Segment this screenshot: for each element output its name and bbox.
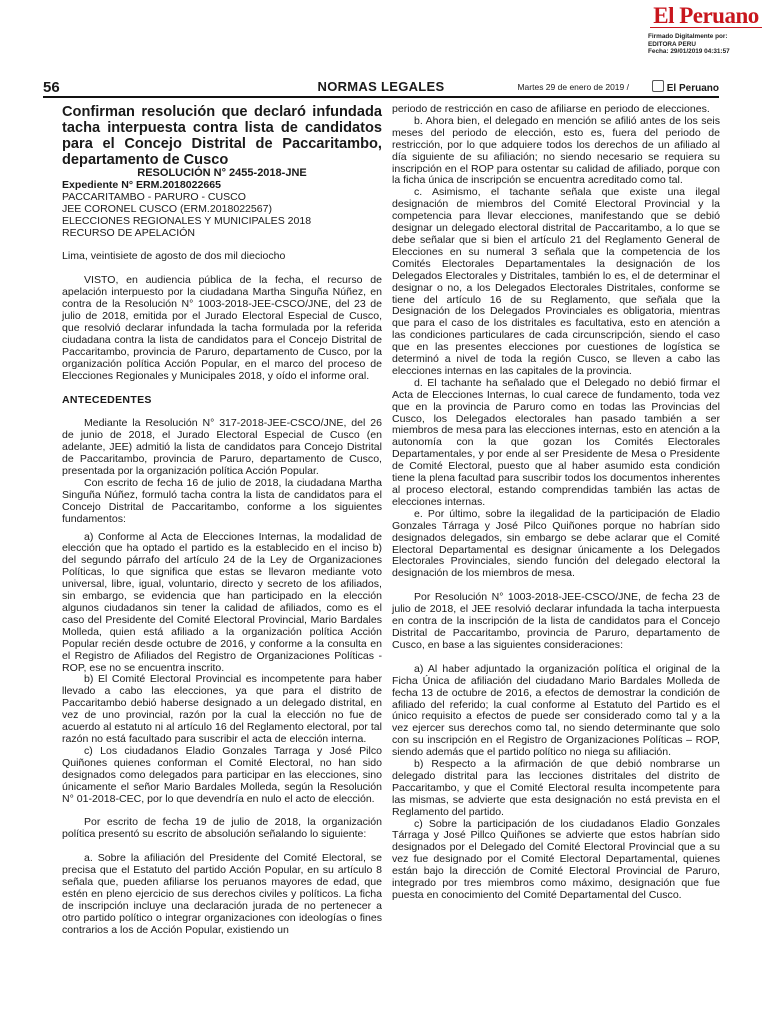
expediente-number: Expediente N° ERM.2018022665 xyxy=(62,178,221,191)
digital-signature xyxy=(648,33,766,56)
paragraph: b. Ahora bien, el delegado en mención se afilió antes de los seis meses del periodo de elección, esto es, fuera del periodo de restricción, por lo que adquiere todos los derechos de un afiliado al día siguiente de su afiliación; no siendo necesario se requiera su inscripción en el ROP para ostentar su calidad de afiliado, porque con la ficha única de inscripción se encuentra acreditado como tal. xyxy=(392,114,720,187)
expediente-line: RECURSO DE APELACIÓN xyxy=(62,226,196,239)
paragraph: b) El Comité Electoral Provincial es incompetente para haber llevado a cabo las elecciones, ya que para el distrito de Paccaritambo debió haberse designado a un delegado distrital, en vez de uno provincial, razón por la cual la elección no fue de acuerdo al estatuto ni al artículo 16 del Reglamento electoral, por tal razón no está facultado para suscribir el acta de elección interna. xyxy=(62,673,382,745)
issue-date: Martes 29 de enero de 2019 / xyxy=(517,82,629,92)
paragraph: b) Respecto a la afirmación de que debió nombrarse un delegado distrital para las lecciones distritales del distrito de Paccaritambo, y que el Comité Electoral resulta incompetente para las mismas, se advierte que esta designación no está prevista en el Reglamento del partido. xyxy=(392,758,720,818)
header-brand-label: El Peruano xyxy=(666,83,719,94)
paragraph: Con escrito de fecha 16 de julio de 2018, la ciudadana Martha Singuña Núñez, formuló tacha contra la lista de candidatos para el Concejo Distrital de Paccaritambo, conforme a los siguientes fundamentos: xyxy=(62,476,382,525)
page-header xyxy=(43,80,719,98)
paragraph: Por escrito de fecha 19 de julio de 2018, la organización política presentó su escrito de absolución señalando lo siguiente: xyxy=(62,816,382,841)
article-title: Confirman resolución que declaró infundada tacha interpuesta contra lista de candidatos para el Concejo Distrital de Paccaritambo, departamento de Cusco xyxy=(62,104,382,168)
signature-line: Fecha: 29/01/2019 04:31:57 xyxy=(648,48,730,56)
paragraph: Mediante la Resolución N° 317-2018-JEE-CSCO/JNE, del 26 de junio de 2018, el Jurado Electoral Especial de Cusco (en adelante, JEE) admitió la lista de candidatos para Concejo Distrital de Paccaritambo, provincia de Paruro, departamento de Cusco, presentada por la organización política Acción Popular. xyxy=(62,417,382,478)
paragraph: e. Por último, sobre la ilegalidad de la participación de Eladio Gonzales Tárraga y José Pilco Quiñones porque no habrían sido designados delegados, sin embargo se debe aclarar que el Comité Electoral Departamental es designar únicamente a los Delegados Electorales Provinciales, siendo función del delegado electoral la designación de los miembros de mesa. xyxy=(392,507,720,580)
signature-line: Firmado Digitalmente por: xyxy=(648,33,728,40)
paragraph: c. Asimismo, el tachante señala que existe una ilegal designación de miembros del Comité Electoral Provincial y la competencia para llevar elecciones, manifestando que se debió designar un delegado electoral distrital de Paccaritambo, a lo que se debe señalar que si bien el artículo 21 del Reglamento General de Elecciones en su numeral 3 señala que la competencia de los Comités Electorales Departamentales la designación de los Delegados Electorales y Distritales, también lo es, el de determinar el designar o no, a los Delegados Electorales Distritales, conforme se tiene del artículo 16 de su Reglamento, que señala que la Designación de los Delegados Provinciales es obligatoria, mientras que para el caso de los distritales es facultativa, esto en atención a las condiciones particulares de cada circunscripción, siendo el caso que en las presentes elecciones por cuestiones de logística se determinó a nivel de toda la región Cusco, se lleven a cabo las elecciones internas en las capitales de la provincia. xyxy=(392,186,720,377)
crest-icon xyxy=(652,80,664,92)
paragraph: d. El tachante ha señalado que el Delegado no debió firmar el Acta de Elecciones Internas, lo cual carece de fundamento, toda vez que en la provincia de Paruro como en todas las Provincias del Cusco, los Delegados electorales han pasado también a ser miembros de mesa para las elecciones internas, esto en atención a la autonomía con la que gozan los Comités Electorales Departamentales, y por ende al ser Presidente de Mesa o Presidente de Comité Electoral, puesto que al haber asumido esta condición tiene la plena facultad para suscribir todos los documentos inherentes al proceso electoral, estando comprendidas también las actas de elecciones internas. xyxy=(392,376,720,508)
expediente-line: ELECCIONES REGIONALES Y MUNICIPALES 2018 xyxy=(62,214,312,227)
section-heading: ANTECEDENTES xyxy=(62,393,152,406)
paragraph: periodo de restricción en caso de afiliarse en periodo de elecciones. xyxy=(392,103,710,115)
page-number: 56 xyxy=(43,79,60,96)
section-title: NORMAS LEGALES xyxy=(317,79,445,94)
right-column xyxy=(392,104,720,902)
resolution-number: RESOLUCIÓN N° 2455-2018-JNE xyxy=(137,167,307,179)
masthead-rule xyxy=(650,27,762,31)
paragraph: c) Los ciudadanos Eladio Gonzales Tarraga y José Pilco Quiñones quienes conforman el Comité Electoral, no han sido designados como delegados para participar en las elecciones, sino únicamente el señor Mario Bardales Molleda, según la Resolución N° 01-2018-CEC, por lo que devendría en nulo el acto de elección. xyxy=(62,744,382,805)
visto-paragraph: VISTO, en audiencia pública de la fecha, el recurso de apelación interpuesto por la ciudadana Martha Singuña Núñez, en contra de la Resolución N° 1003-2018-JEE-CSCO/JNE, del 23 de julio de 2018, emitida por el Jurado Electoral Especial de Cusco, que resolvió declarar infundada la tacha formulada por la referida ciudadana contra la lista de candidatos para el Concejo Distrital de Paccaritambo, provincia de Paruro, departamento de Cusco, por la organización política Acción Popular, en el marco del proceso de Elecciones Regionales y Municipales 2018, y oído el informe oral. xyxy=(62,274,382,382)
header-brand xyxy=(652,80,719,94)
date-line: Lima, veintisiete de agosto de dos mil dieciocho xyxy=(62,250,286,263)
signature-line: EDITORA PERU xyxy=(648,40,696,48)
paragraph: a) Al haber adjuntado la organización política el original de la Ficha Única de afiliación del ciudadano Mario Bardales Molleda de fecha 13 de octubre de 2016, a efectos de demostrar la condición de afiliado del referido; la cual conforme al Estatuto del Partido es el único requisito a efectos de puede ser considerado como tal y a la vez ejercer sus derechos como tal, no siendo determinante que solo con su inscripción en el Registro de Organizaciones Políticas – ROP, siendo además que el partido político no niega su afiliación. xyxy=(392,662,720,759)
paragraph: a) Conforme al Acta de Elecciones Internas, la modalidad de elección que ha optado el partido es la establecido en el inciso b) del segundo párrafo del artículo 24 de la Ley de Organizaciones Políticas, lo que significa que estas se llevaron mediante voto universal, libre, igual, voluntario, directo y secreto de los afiliados, sin embargo, se evidencia que han participado en la elección algunos ciudadanos sin tener la calidad de afiliados, como es el caso del Presidente del Comité Electoral Provincial, Mario Bardales Molleda, quien está afiliado a la organización política Acción Popular recién desde octubre de 2016, y conforme a la consulta en el Registro de Afiliados del Registro de Organizaciones Políticas - ROP, ese no se encuentra inscrito. xyxy=(62,530,382,674)
expediente-line: JEE CORONEL CUSCO (ERM.2018022567) xyxy=(62,202,273,215)
left-column xyxy=(62,104,382,937)
paragraph: Por Resolución N° 1003-2018-JEE-CSCO/JNE, de fecha 23 de julio de 2018, el JEE resolvió declarar infundada la tacha interpuesta en contra de la inscripción de la lista de candidatos para el Concejo Distrital de Paccaritambo, provincia de Paruro, departamento de Cusco, en base a las siguientes consideraciones: xyxy=(392,591,720,651)
paragraph: a. Sobre la afiliación del Presidente del Comité Electoral, se precisa que el Estatuto del partido Acción Popular, en su artículo 8 señala que, pueden afiliarse los peruanos mayores de edad, que estén en pleno ejercicio de sus derechos civiles y políticos. La ficha de inscripción incluye una declaración jurada de no pertenecer a otro partido político o integrar organizaciones con ideologías o fines contrarios a los de Acción Popular, existiendo un xyxy=(62,852,382,936)
expediente-line: PACCARITAMBO - PARURO - CUSCO xyxy=(62,190,246,203)
masthead-logo: El Peruano xyxy=(653,3,759,28)
paragraph: c) Sobre la participación de los ciudadanos Eladio Gonzales Tárraga y José Pillco Quiñones se advierte que estos habrían sido designados por el Delegado del Comité Electoral Provincial que a su vez fue designado por el Comité Electoral Departamental, quienes están bajo la dirección de Comité Electoral Provincial de Paruro, integrado por tres miembros como máximo, designación que fue puesta en conocimiento del Comité Departamental del Cusco. xyxy=(392,817,720,901)
